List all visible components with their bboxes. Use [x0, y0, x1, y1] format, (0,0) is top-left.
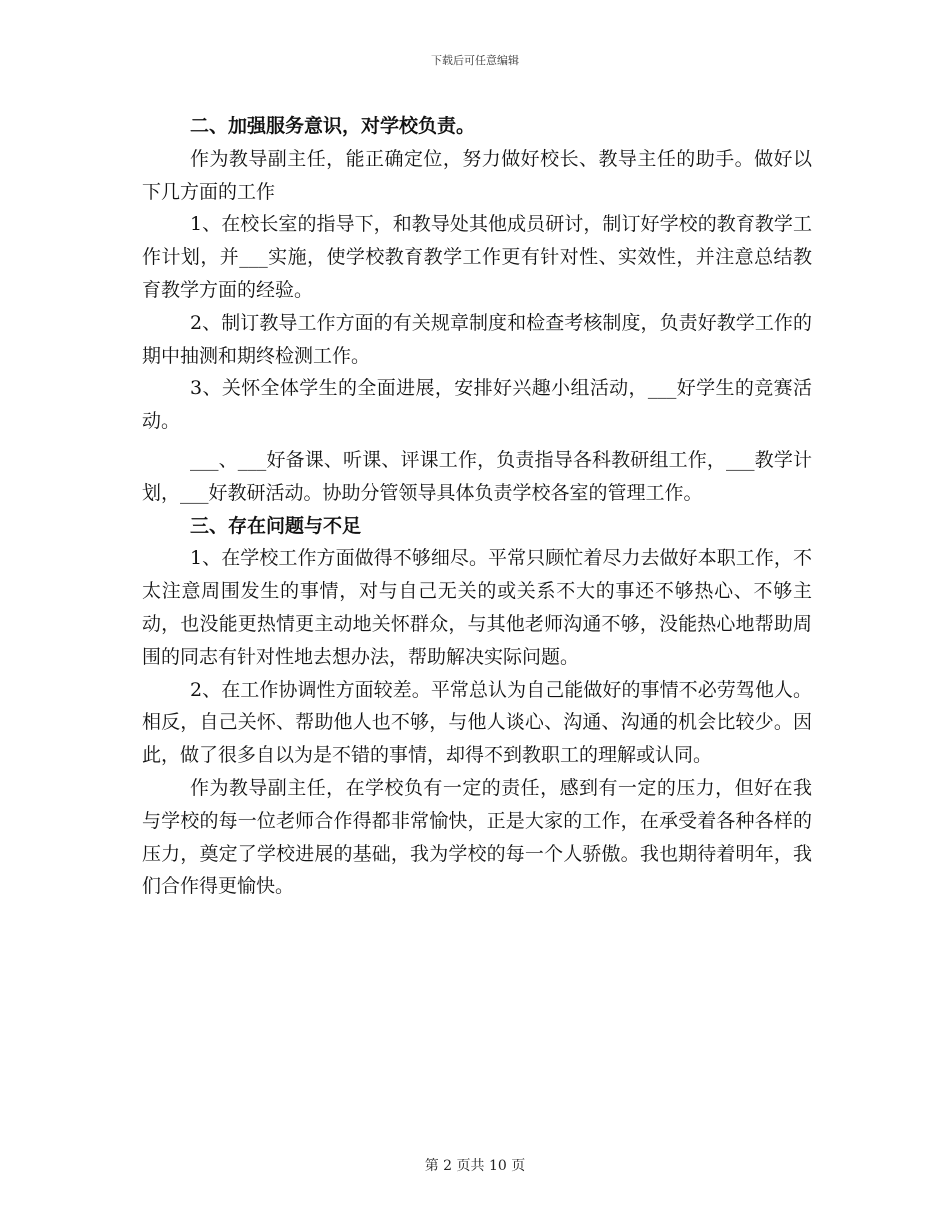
paragraph-intro: 作为教导副主任，能正确定位，努力做好校长、教导主任的助手。做好以下几方面的工作 [142, 147, 812, 203]
section-heading-service: 二、加强服务意识，对学校负责。 [190, 115, 476, 137]
paragraph-item-4: ___、___好备课、听课、评课工作，负责指导各科教研组工作，___教学计划，___好教研活动。协助分管领导具体负责学校各室的管理工作。 [142, 448, 812, 504]
document-body [142, 110, 812, 903]
paragraph-problem-1: 1、在学校工作方面做得不够细尽。平常只顾忙着尽力去做好本职工作，不太注意周围发生的事情，对与自己无关的或关系不大的事还不够热心、不够主动，也没能更热情更主动地关怀群众，与其他老师沟通不够，没能热心地帮助周围的同志有针对性地去想办法，帮助解决实际问题。 [142, 547, 812, 668]
paragraph-item-1: 1、在校长室的指导下，和教导处其他成员研讨，制订好学校的教育教学工作计划，并___实施，使学校教育教学工作更有针对性、实效性，并注意总结教育教学方面的经验。 [142, 213, 812, 301]
paragraph-closing: 作为教导副主任，在学校负有一定的责任，感到有一定的压力，但好在我与学校的每一位老师合作得都非常愉快，正是大家的工作，在承受着各种各样的压力，奠定了学校进展的基础，我为学校的每一个人骄傲。我也期待着明年，我们合作得更愉快。 [142, 776, 812, 898]
page-header: 下载后可任意编辑 [431, 54, 519, 67]
paragraph-problem-2: 2、在工作协调性方面较差。平常总认为自己能做好的事情不必劳驾他人。相反，自己关怀、帮助他人也不够，与他人谈心、沟通、沟通的机会比较少。因此，做了很多自以为是不错的事情，却得不到教职工的理解或认同。 [142, 678, 812, 767]
paragraph-item-2: 2、制订教导工作方面的有关规章制度和检查考核制度，负责好教学工作的期中抽测和期终检测工作。 [142, 311, 812, 367]
paragraph-item-3: 3、关怀全体学生的全面进展，安排好兴趣小组活动，___好学生的竞赛活动。 [142, 377, 812, 433]
section-heading-problems: 三、存在问题与不足 [190, 514, 362, 537]
page-number: 第 2 页共 10 页 [424, 1158, 526, 1174]
